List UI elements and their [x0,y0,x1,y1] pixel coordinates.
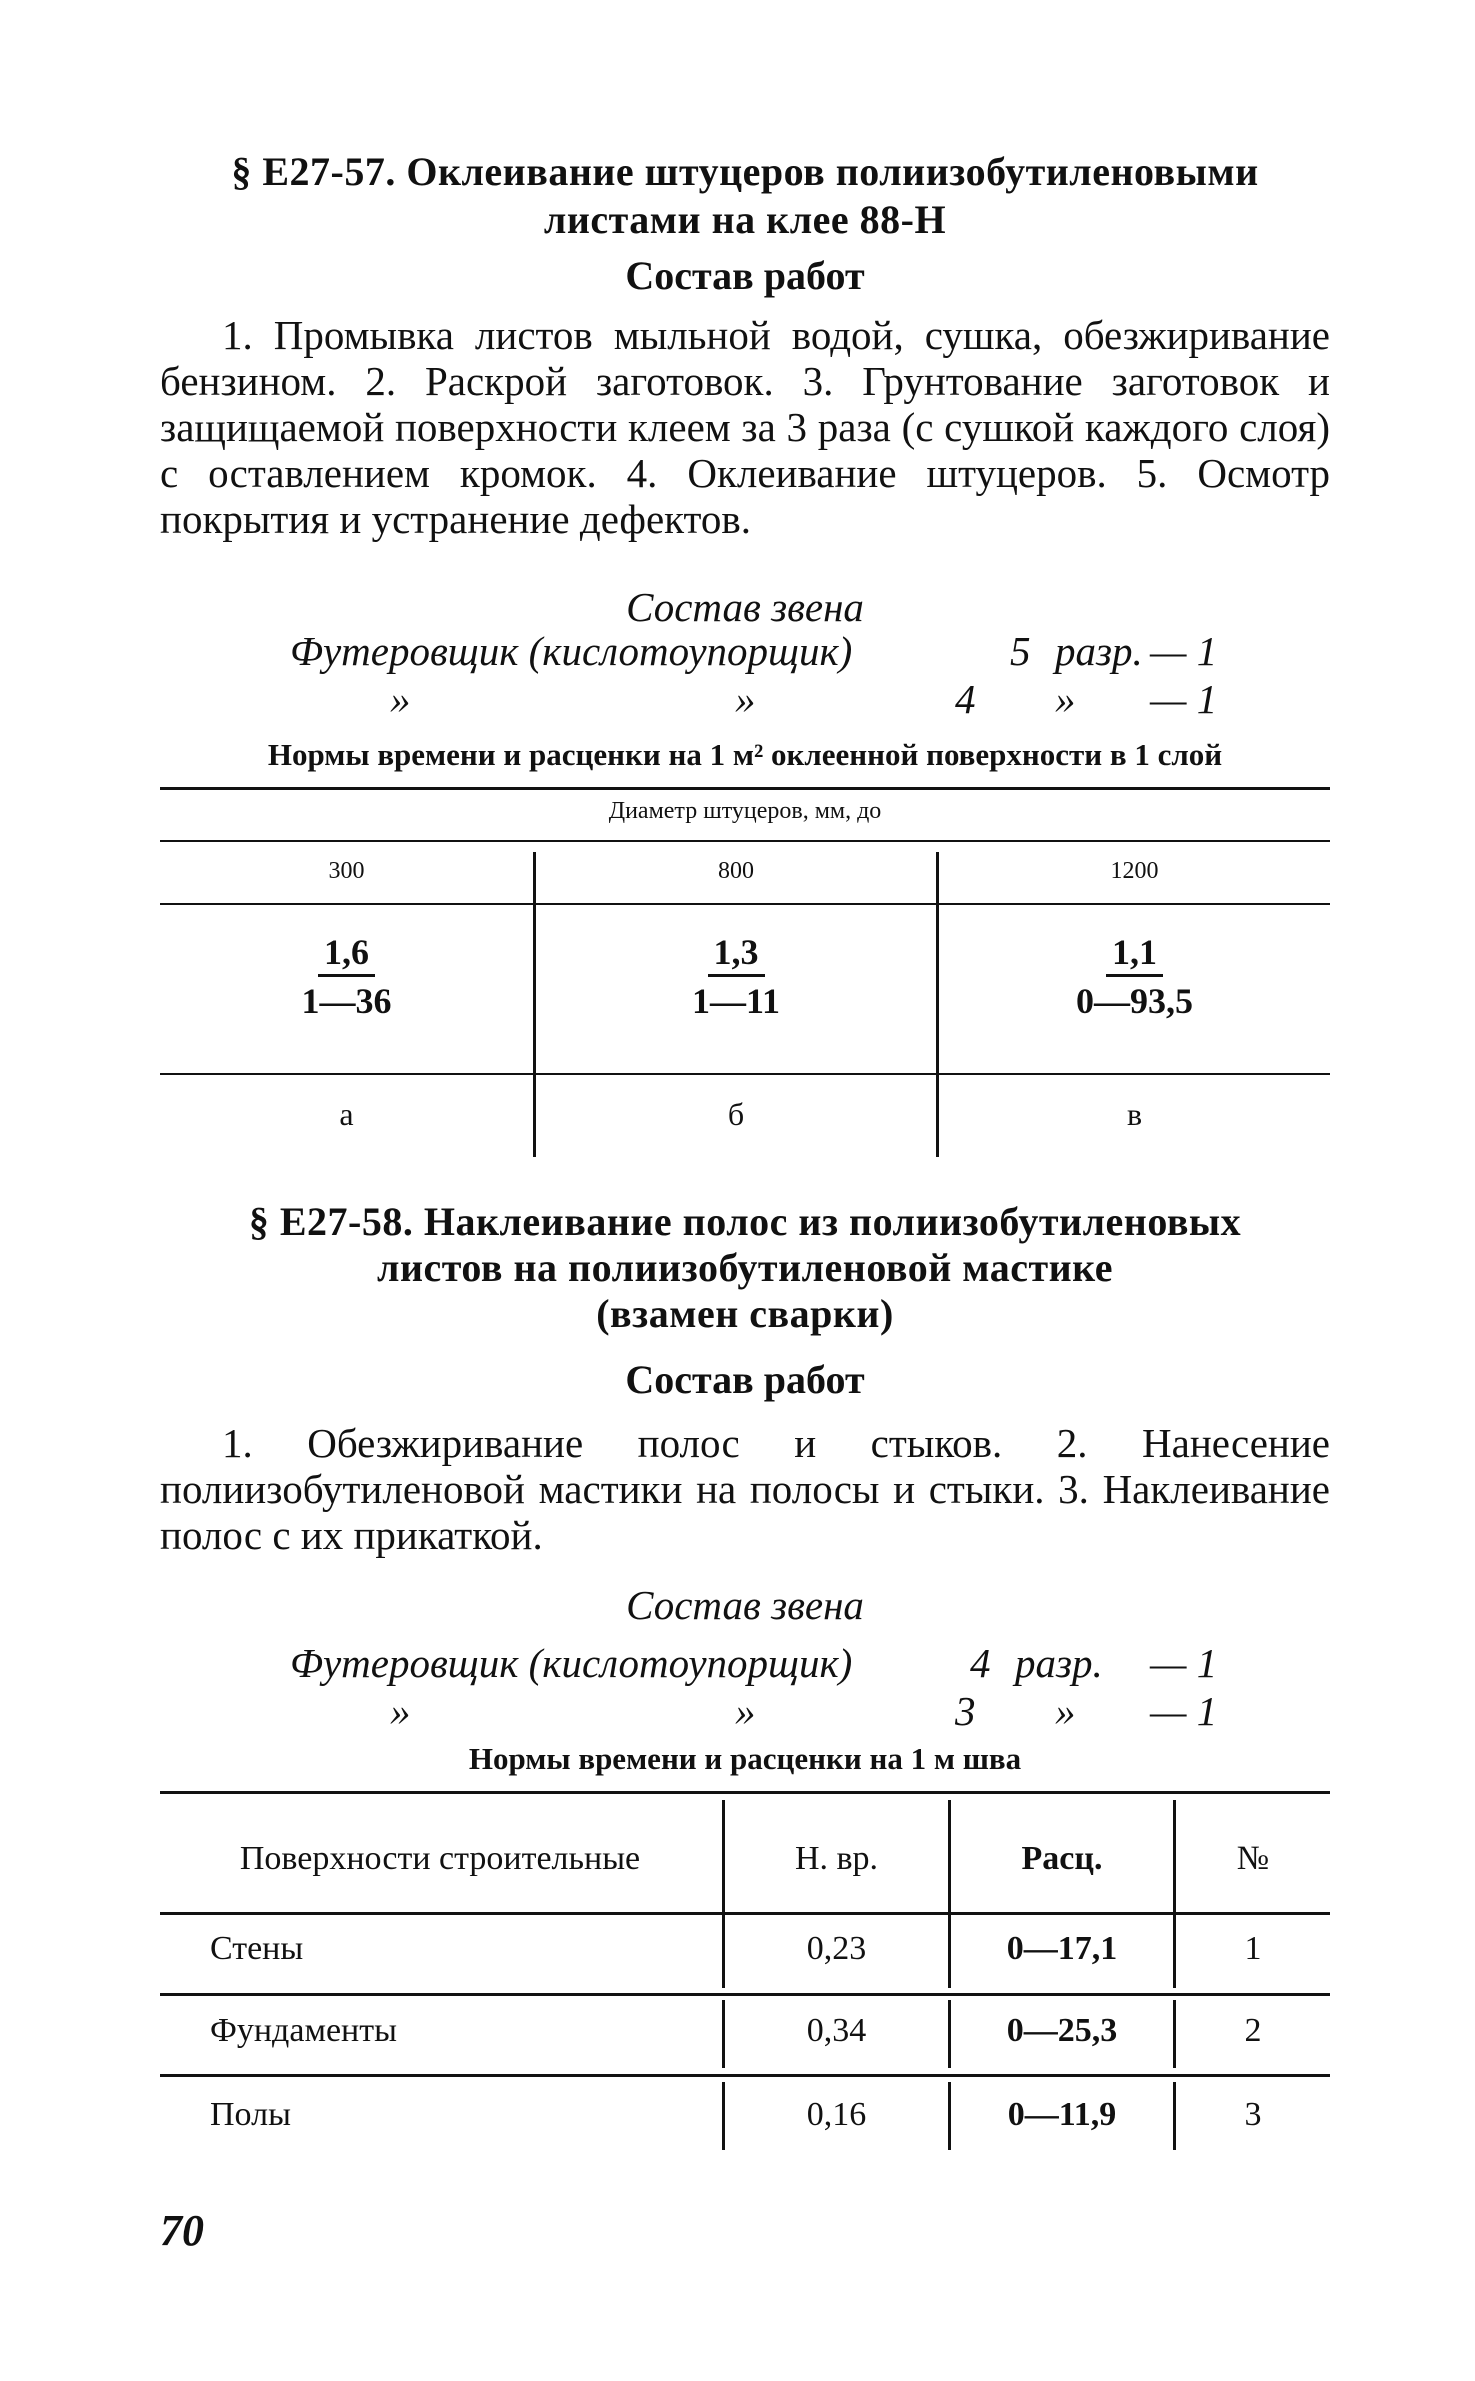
crew-ditto: » [390,1688,411,1734]
header-rate: Расц. [1021,1840,1103,1877]
table-rule [160,1073,1330,1075]
column-1200: 1200 [1110,858,1159,884]
section1-crew-heading: Состав звена [626,584,864,630]
table-rule [160,2074,1330,2077]
row-rate: 0—25,3 [1006,2012,1118,2049]
crew-row [290,676,1230,724]
section2-work-text [160,1420,1330,1558]
crew-grade: 3 [955,1688,976,1734]
table-rule [160,787,1330,790]
crew-count: — 1 [1150,1640,1218,1686]
column-letter: а [339,1096,354,1132]
section2-title-line1: § Е27-58. Наклеивание полос из полиизобутиленовых [248,1199,1242,1244]
page-number: 70 [160,2206,204,2255]
header-surfaces: Поверхности строительные [239,1840,641,1877]
crew-count: — 1 [1150,1688,1218,1734]
row-norm: 0,16 [806,2096,867,2133]
crew-count: — 1 [1150,676,1218,722]
column-letter: в [1126,1096,1143,1132]
crew-unit: » [1055,676,1076,722]
crew-grade: 5 [1010,628,1031,674]
section2-work-heading: Состав работ [625,1357,865,1402]
fraction-1200 [939,930,1330,1025]
norm-value: 1,6 [318,930,375,977]
crew-grade: 4 [955,676,976,722]
header-number: № [1236,1840,1270,1877]
crew-row [290,1640,1230,1688]
crew-unit: » [1055,1688,1076,1734]
row-number: 1 [1244,1930,1262,1967]
crew-role: Футеровщик (кислотоупорщик) [290,628,853,674]
crew-row [290,628,1230,676]
row-name: Фундаменты [210,2012,397,2049]
fraction-800 [536,930,936,1025]
row-norm: 0,23 [806,1930,867,1967]
section2-crew-heading: Состав звена [626,1582,864,1628]
crew-ditto: » [735,676,756,722]
header-norm: Н. вр. [794,1840,879,1877]
table-rule [160,840,1330,842]
crew-row [290,1688,1230,1736]
row-rate: 0—17,1 [1006,1930,1118,1967]
fraction-300 [160,930,533,1025]
row-number: 3 [1244,2096,1262,2133]
section2-table-caption: Нормы времени и расценки на 1 м шва [468,1741,1022,1776]
table-rule [160,1912,1330,1915]
table-rule [160,903,1330,905]
crew-role: Футеровщик (кислотоупорщик) [290,1640,853,1686]
row-number: 2 [1244,2012,1262,2049]
section1-title-line1: § Е27-57. Оклеивание штуцеров полиизобутиленовыми [231,149,1259,194]
rate-value: 1—36 [301,981,392,1021]
table-rule [160,1791,1330,1794]
section2-title-line3: (взамен сварки) [596,1291,894,1336]
row-norm: 0,34 [806,2012,867,2049]
section2-title-line2: листов на полиизобутиленовой мастике [377,1245,1113,1290]
row-rate: 0—11,9 [1007,2096,1117,2133]
rate-value: 0—93,5 [1076,981,1193,1021]
section1-work-text [160,312,1330,542]
section2-crew [290,1640,1230,1736]
crew-grade: 4 [970,1640,991,1686]
crew-ditto: » [390,676,411,722]
section1-title-line2: листами на клее 88-Н [543,197,947,242]
row-name: Стены [210,1930,304,1967]
column-300: 300 [328,858,365,884]
section1-table-caption: Нормы времени и расценки на 1 м² оклеенной поверхности в 1 слой [267,737,1223,772]
norm-value: 1,3 [708,930,765,977]
section1-work-heading: Состав работ [625,253,865,298]
section1-work-paragraph: 1. Промывка листов мыльной водой, сушка, обезжиривание бензином. 2. Раскрой заготовок. 3. Грунтование заготовок и защищаемой поверхности клеем за 3 раза (с сушкой каждого слоя) с оставлением кромок. 4. Оклеивание штуцеров. 5. Осмотр покрытия и устранение дефектов. [160,312,1330,542]
table-rule [160,1993,1330,1996]
crew-ditto: » [735,1688,756,1734]
row-name: Полы [210,2096,291,2133]
crew-unit: разр. [1055,628,1143,674]
crew-count: — 1 [1150,628,1218,674]
column-800: 800 [718,858,754,884]
section2-work-paragraph: 1. Обезжиривание полос и стыков. 2. Нанесение полиизобутиленовой мастики на полосы и стыки. 3. Наклеивание полос с их прикаткой. [160,1420,1330,1558]
rate-value: 1—11 [691,981,780,1021]
norm-value: 1,1 [1106,930,1163,977]
crew-unit: разр. [1015,1640,1103,1686]
table-header-diameter: Диаметр штуцеров, мм, до [608,798,882,824]
column-letter: б [727,1096,745,1132]
section1-crew [290,628,1230,724]
